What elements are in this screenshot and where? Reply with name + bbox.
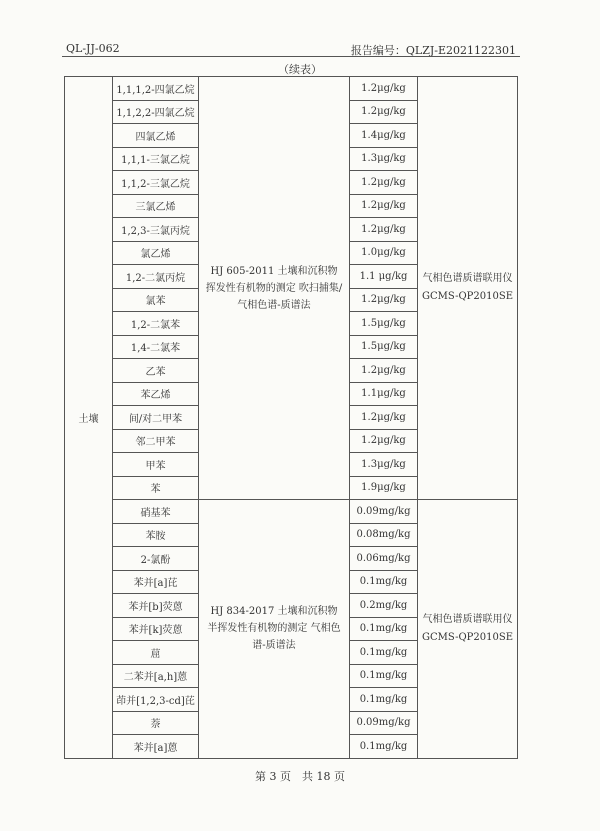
compound-cell: 1,2,3-三氯丙烷 <box>113 218 199 242</box>
compound-cell: 1,1,2-三氯乙烷 <box>113 171 199 195</box>
compound-cell: 苯并[a]蒽 <box>113 735 199 759</box>
detection-limit-cell: 1.0μg/kg <box>350 241 418 265</box>
detection-limit-cell: 0.1mg/kg <box>350 617 418 641</box>
detection-limit-cell: 1.5μg/kg <box>350 312 418 336</box>
compound-cell: 1,4-二氯苯 <box>113 335 199 359</box>
compound-cell: 1,1,1,2-四氯乙烷 <box>113 77 199 101</box>
detection-limit-cell: 0.1mg/kg <box>350 570 418 594</box>
instrument-cell: 气相色谱质谱联用仪 GCMS-QP2010SE <box>418 500 518 759</box>
compound-cell: 三氯乙烯 <box>113 194 199 218</box>
compound-cell: 氯苯 <box>113 288 199 312</box>
compound-cell: 2-氯酚 <box>113 547 199 571</box>
detection-limit-cell: 1.2μg/kg <box>350 406 418 430</box>
detection-limit-cell: 1.2μg/kg <box>350 359 418 383</box>
compound-cell: 苯并[a]芘 <box>113 570 199 594</box>
compound-cell: 茚并[1,2,3-cd]芘 <box>113 688 199 712</box>
compound-cell: 乙苯 <box>113 359 199 383</box>
method-cell: HJ 834-2017 土壤和沉积物 半挥发性有机物的测定 气相色谱-质谱法 <box>199 500 350 759</box>
detection-limit-cell: 1.4μg/kg <box>350 124 418 148</box>
page-number: 第 3 页 共 18 页 <box>255 770 345 783</box>
compound-cell: 1,1,2,2-四氯乙烷 <box>113 100 199 124</box>
matrix-cell: 土壤 <box>65 77 113 759</box>
detection-limit-cell: 1.9μg/kg <box>350 476 418 500</box>
compound-cell: 1,2-二氯苯 <box>113 312 199 336</box>
table-row <box>65 500 518 524</box>
compound-cell: 邻二甲苯 <box>113 429 199 453</box>
instrument-cell: 气相色谱质谱联用仪 GCMS-QP2010SE <box>418 77 518 500</box>
compound-cell: 四氯乙烯 <box>113 124 199 148</box>
detection-limit-cell: 1.5μg/kg <box>350 335 418 359</box>
detection-limit-cell: 1.3μg/kg <box>350 147 418 171</box>
continued-label: （续表） <box>278 63 322 76</box>
compound-cell: 1,1,1-三氯乙烷 <box>113 147 199 171</box>
detection-limit-cell: 1.3μg/kg <box>350 453 418 477</box>
detection-limit-cell: 1.1 μg/kg <box>350 265 418 289</box>
compound-cell: 苯 <box>113 476 199 500</box>
compound-cell: 间/对二甲苯 <box>113 406 199 430</box>
detection-limit-cell: 1.2μg/kg <box>350 218 418 242</box>
compound-cell: 甲苯 <box>113 453 199 477</box>
detection-limit-cell: 1.2μg/kg <box>350 194 418 218</box>
detection-limit-cell: 0.1mg/kg <box>350 688 418 712</box>
detection-limit-cell: 0.09mg/kg <box>350 500 418 524</box>
detection-limit-cell: 1.2μg/kg <box>350 429 418 453</box>
detection-limit-cell: 1.1μg/kg <box>350 382 418 406</box>
detection-limit-cell: 1.2μg/kg <box>350 77 418 101</box>
compound-cell: 二苯并[a,h]蒽 <box>113 664 199 688</box>
detection-limit-cell: 0.2mg/kg <box>350 594 418 618</box>
detection-limit-cell: 0.1mg/kg <box>350 641 418 665</box>
detection-limit-cell: 0.06mg/kg <box>350 547 418 571</box>
compound-cell: 萘 <box>113 711 199 735</box>
detection-limit-cell: 1.2μg/kg <box>350 100 418 124</box>
compound-cell: 1,2-二氯丙烷 <box>113 265 199 289</box>
method-cell: HJ 605-2011 土壤和沉积物 挥发性有机物的测定 吹扫捕集/气相色谱-质谱法 <box>199 77 350 500</box>
header-divider <box>62 56 520 57</box>
detection-limit-table <box>64 76 518 759</box>
compound-cell: 苯并[k]荧蒽 <box>113 617 199 641</box>
detection-limit-cell: 0.1mg/kg <box>350 664 418 688</box>
detection-limit-cell: 0.09mg/kg <box>350 711 418 735</box>
compound-cell: 苯并[b]荧蒽 <box>113 594 199 618</box>
detection-limit-cell: 0.1mg/kg <box>350 735 418 759</box>
compound-cell: 硝基苯 <box>113 500 199 524</box>
detection-limit-cell: 1.2μg/kg <box>350 288 418 312</box>
compound-cell: 苯乙烯 <box>113 382 199 406</box>
compound-cell: 氯乙烯 <box>113 241 199 265</box>
detection-limit-cell: 0.08mg/kg <box>350 523 418 547</box>
report-number: 报告编号：QLZJ-E2021122301 <box>350 44 516 57</box>
compound-cell: 苯胺 <box>113 523 199 547</box>
form-code: QL-JJ-062 <box>66 42 120 55</box>
detection-limit-cell: 1.2μg/kg <box>350 171 418 195</box>
compound-cell: 䓛 <box>113 641 199 665</box>
table-row <box>65 77 518 101</box>
